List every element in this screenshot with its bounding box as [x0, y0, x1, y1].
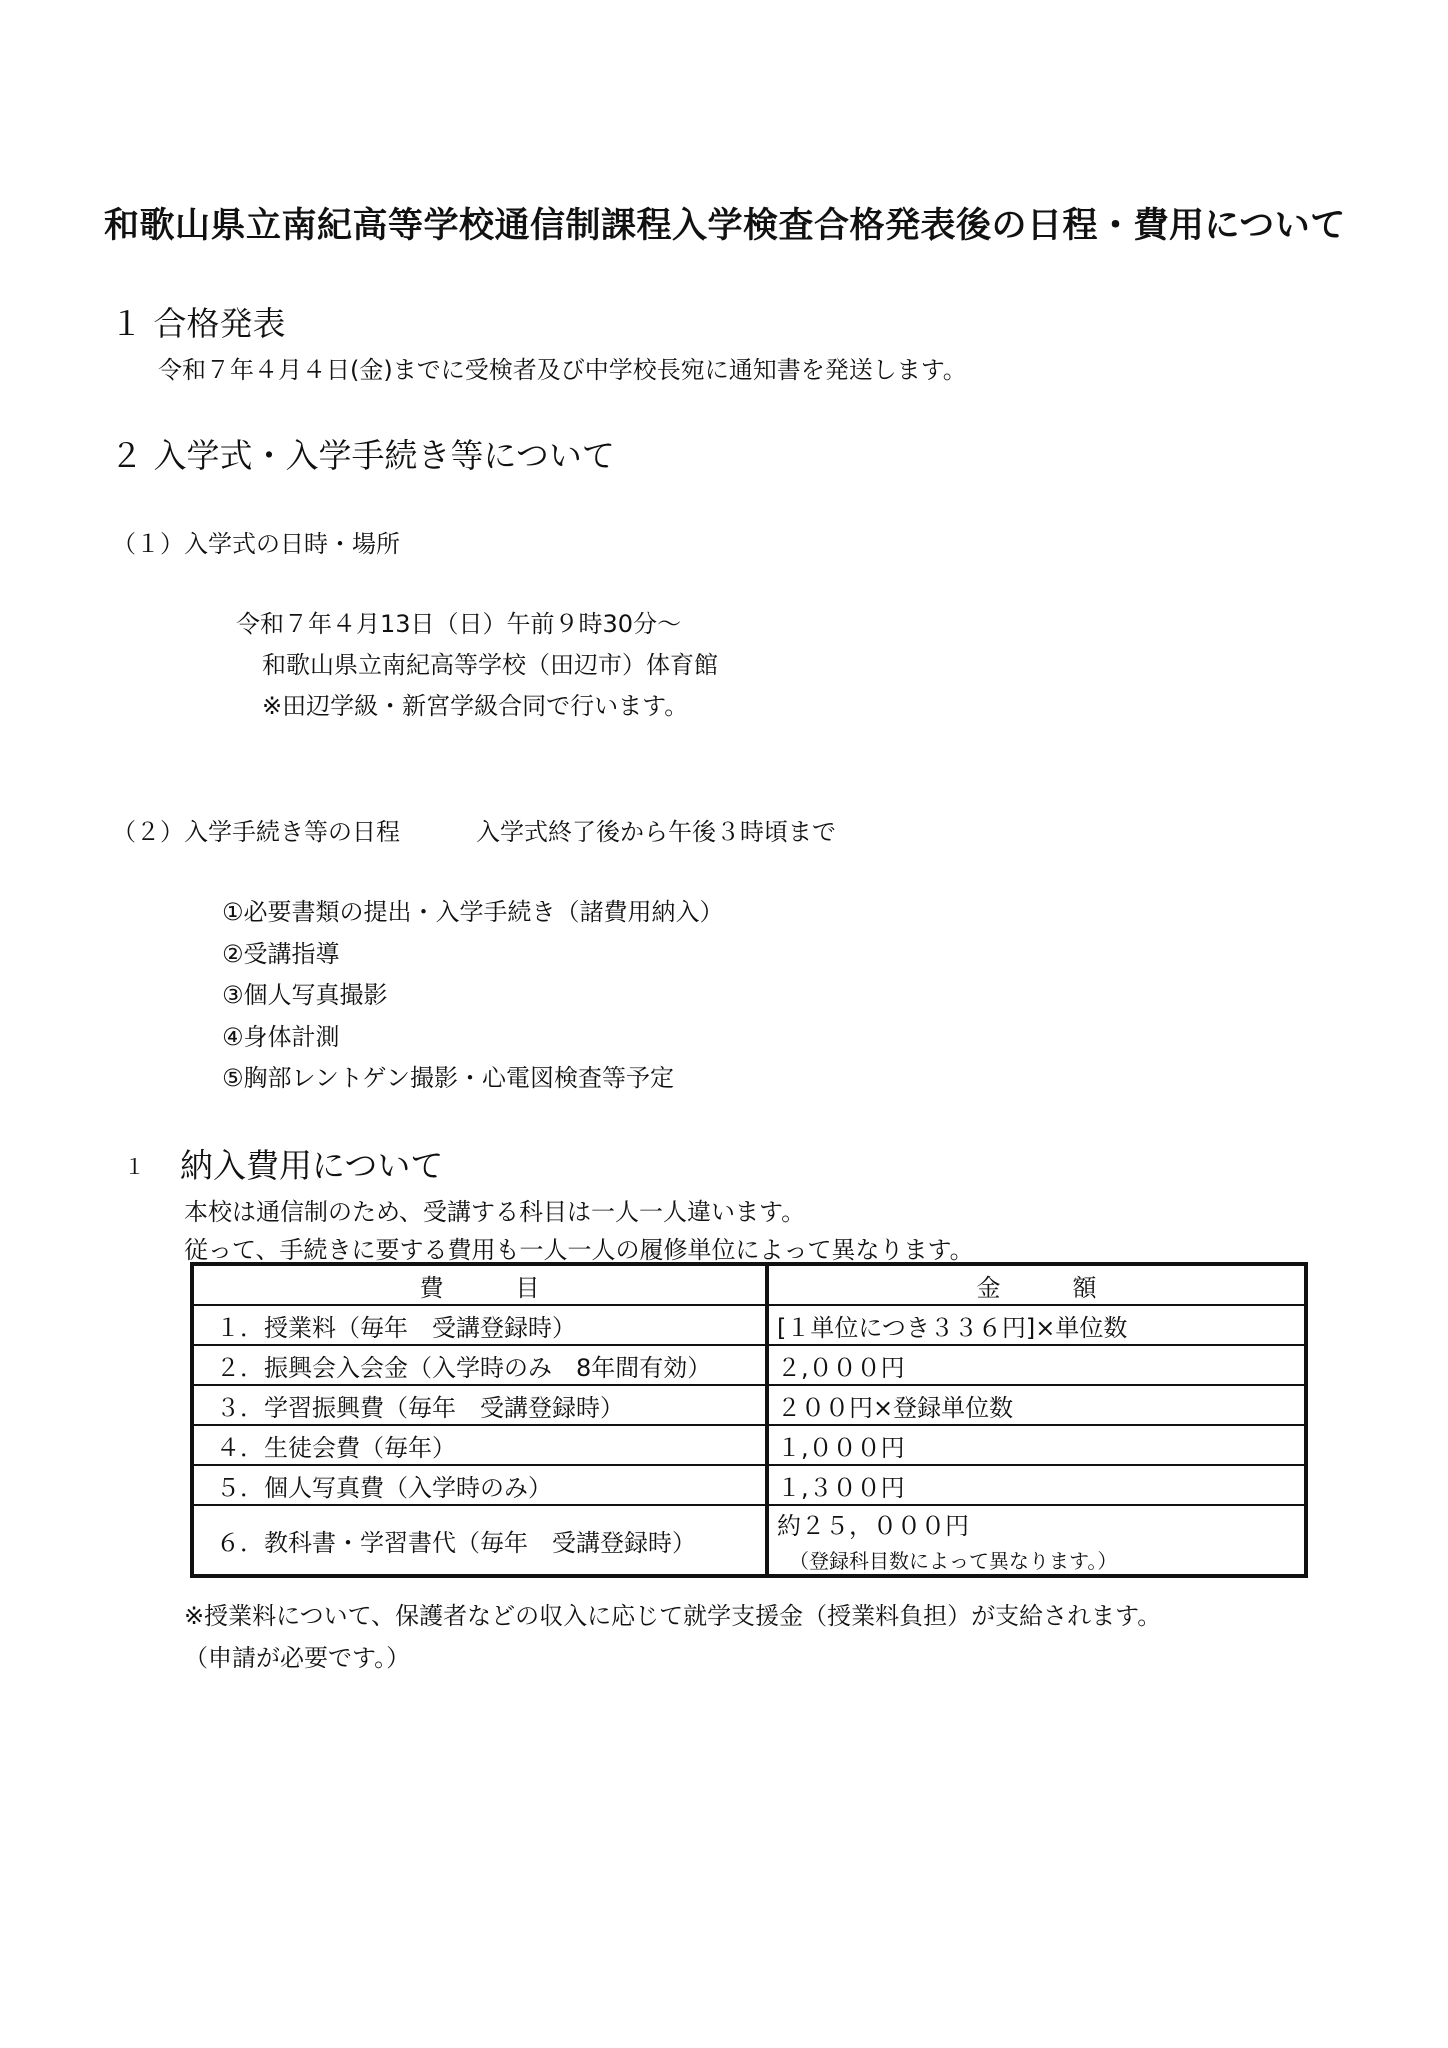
document-title: 和歌山県立南紀高等学校通信制課程入学検査合格発表後の日程・費用について	[104, 206, 1346, 246]
fee-item: ６．教科書・学習書代（毎年 受講登録時）	[192, 1505, 767, 1576]
fee-item: ５．個人写真費（入学時のみ）	[192, 1465, 767, 1505]
section1-text: 令和７年４月４日(金)までに受検者及び中学校長宛に通知書を発送します。	[158, 356, 967, 384]
fee-amount: ２００円×登録単位数	[767, 1385, 1306, 1425]
procedure-item: ①必要書類の提出・入学手続き（諸費用納入）	[222, 898, 724, 926]
table-row	[192, 1425, 1306, 1465]
section3-heading: 納入費用について	[180, 1146, 444, 1185]
ceremony-date: 令和７年４月13日（日）午前９時30分～	[236, 610, 682, 638]
procedure-item: ⑤胸部レントゲン撮影・心電図検査等予定	[222, 1064, 674, 1092]
fees-table-header	[192, 1264, 1306, 1305]
table-row	[192, 1305, 1306, 1345]
fee-amount-cell	[767, 1505, 1306, 1576]
fee-item: ４．生徒会費（毎年）	[192, 1425, 767, 1465]
fee-item: ２．振興会入会金（入学時のみ 8年間有効）	[192, 1345, 767, 1385]
procedure-item: ③個人写真撮影	[222, 981, 388, 1009]
fee-amount-note: （登録科目数によって異なります。）	[789, 1549, 1118, 1573]
procedure-time: 入学式終了後から午後３時頃まで	[476, 818, 836, 846]
fee-amount: １,０００円	[767, 1425, 1306, 1465]
section2-heading: ２ 入学式・入学手続き等について	[110, 436, 615, 475]
table-row	[192, 1345, 1306, 1385]
support-note: ※授業料について、保護者などの収入に応じて就学支援金（授業料負担）が支給されます。	[184, 1602, 1162, 1630]
fee-amount: １,３００円	[767, 1465, 1306, 1505]
header-amount: 金 額	[767, 1264, 1306, 1305]
fee-item: ３．学習振興費（毎年 受講登録時）	[192, 1385, 767, 1425]
header-item: 費 目	[192, 1264, 767, 1305]
fee-item: １．授業料（毎年 受講登録時）	[192, 1305, 767, 1345]
fees-intro-line: 従って、手続きに要する費用も一人一人の履修単位によって異なります。	[184, 1236, 974, 1264]
ceremony-note: ※田辺学級・新宮学級合同で行います。	[262, 692, 689, 720]
table-row	[192, 1385, 1306, 1425]
fee-amount: 約２５，０００円	[777, 1512, 969, 1540]
fees-intro-line: 本校は通信制のため、受講する科目は一人一人違います。	[184, 1198, 806, 1226]
sub1-heading: （１）入学式の日時・場所	[112, 530, 400, 558]
ceremony-place: 和歌山県立南紀高等学校（田辺市）体育館	[262, 651, 718, 679]
fee-amount: [１単位につき３３６円]×単位数	[767, 1305, 1306, 1345]
application-note: （申請が必要です。）	[184, 1644, 411, 1672]
section1-heading: １ 合格発表	[110, 304, 286, 343]
procedure-item: ②受講指導	[222, 940, 340, 968]
sub2-heading: （２）入学手続き等の日程	[112, 818, 400, 846]
section3-number: １	[124, 1155, 145, 1179]
table-row	[192, 1505, 1306, 1576]
fee-amount: ２,０００円	[767, 1345, 1306, 1385]
fees-table	[190, 1262, 1308, 1578]
table-row	[192, 1465, 1306, 1505]
procedure-item: ④身体計測	[222, 1023, 340, 1051]
